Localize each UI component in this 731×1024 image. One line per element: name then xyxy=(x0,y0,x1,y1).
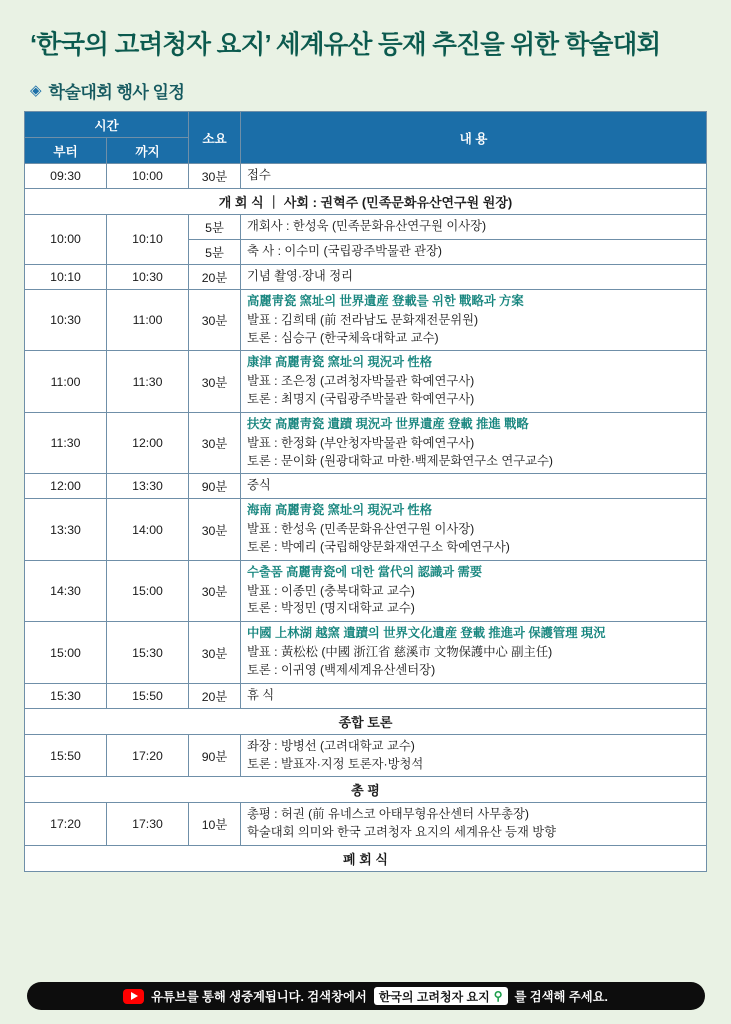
session-line: 중식 xyxy=(247,478,271,493)
cell-time-from: 11:00 xyxy=(25,351,107,412)
table-row xyxy=(25,708,707,734)
cell-time-from: 12:00 xyxy=(25,474,107,499)
livestream-text-before: 유튜브를 통해 생중계됩니다. 검색창에서 xyxy=(151,990,367,1004)
schedule-table xyxy=(24,111,707,872)
search-icon: ⚲ xyxy=(493,989,503,1003)
cell-time-to: 13:30 xyxy=(107,474,189,499)
table-row xyxy=(25,777,707,803)
table-row xyxy=(25,734,707,777)
cell-time-from: 15:30 xyxy=(25,683,107,708)
cell-time-to: 10:00 xyxy=(107,163,189,188)
table-row xyxy=(25,188,707,214)
cell-time-from: 10:30 xyxy=(25,289,107,350)
table-row xyxy=(25,214,707,239)
cell-time-from: 14:30 xyxy=(25,560,107,621)
table-row xyxy=(25,499,707,560)
session-line: 발표 : 黃松松 (中國 浙江省 慈溪市 文物保護中心 副主任) xyxy=(247,645,553,660)
cell-time-to: 17:20 xyxy=(107,734,189,777)
cell-time-from: 15:00 xyxy=(25,622,107,683)
table-row xyxy=(25,803,707,846)
cell-duration: 30분 xyxy=(189,289,241,350)
cell-time-to: 17:30 xyxy=(107,803,189,846)
cell-time-to: 11:00 xyxy=(107,289,189,350)
section-row-label: 총 평 xyxy=(25,777,707,803)
table-row xyxy=(25,412,707,473)
search-keyword: 한국의 고려청자 요지 xyxy=(378,989,490,1004)
cell-duration: 30분 xyxy=(189,560,241,621)
section-row-label: 폐 회 식 xyxy=(25,846,707,872)
column-header-from: 부터 xyxy=(25,137,107,163)
cell-content xyxy=(241,412,707,473)
cell-content xyxy=(241,264,707,289)
table-row xyxy=(25,351,707,412)
cell-duration: 30분 xyxy=(189,412,241,473)
cell-content xyxy=(241,239,707,264)
cell-duration: 5분 xyxy=(189,239,241,264)
cell-content xyxy=(241,289,707,350)
livestream-text-after: 를 검색해 주세요. xyxy=(514,990,608,1004)
session-topic: 中國 上林湖 越窯 遺蹟의 世界文化遺産 登載 推進과 保護管理 現況 xyxy=(247,626,606,641)
cell-duration: 30분 xyxy=(189,163,241,188)
session-topic: 康津 高麗靑瓷 窯址의 現況과 性格 xyxy=(247,355,432,370)
cell-time-from: 13:30 xyxy=(25,499,107,560)
cell-time-from: 15:50 xyxy=(25,734,107,777)
session-line: 토론 : 발표자·지정 토론자·방청석 xyxy=(247,756,424,771)
table-row xyxy=(25,474,707,499)
cell-duration: 30분 xyxy=(189,351,241,412)
session-line: 접수 xyxy=(247,167,271,182)
table-row xyxy=(25,622,707,683)
session-line: 개회사 : 한성욱 (민족문화유산연구원 이사장) xyxy=(247,218,487,233)
cell-content xyxy=(241,734,707,777)
column-header-duration: 소요 xyxy=(189,111,241,163)
table-row xyxy=(25,163,707,188)
table-row xyxy=(25,289,707,350)
session-topic: 수출품 高麗靑瓷에 대한 當代의 認識과 需要 xyxy=(247,564,483,579)
session-line: 발표 : 김희태 (前 전라남도 문화재전문위원) xyxy=(247,312,479,327)
cell-time-from: 11:30 xyxy=(25,412,107,473)
table-row xyxy=(25,560,707,621)
session-line: 총평 : 허권 (前 유네스코 아태무형유산센터 사무총장) xyxy=(247,807,529,822)
cell-time-to: 15:50 xyxy=(107,683,189,708)
cell-duration: 5분 xyxy=(189,214,241,239)
session-line: 토론 : 문이화 (원광대학교 마한·백제문화연구소 연구교수) xyxy=(247,453,553,468)
session-line: 발표 : 조은정 (고려청자박물관 학예연구사) xyxy=(247,374,475,389)
table-row xyxy=(25,846,707,872)
session-line: 발표 : 한정화 (부안청자박물관 학예연구사) xyxy=(247,435,475,450)
cell-time-from: 10:00 xyxy=(25,214,107,264)
cell-content xyxy=(241,803,707,846)
column-header-time: 시간 xyxy=(25,111,189,137)
cell-time-to: 12:00 xyxy=(107,412,189,473)
session-line: 토론 : 박정민 (명지대학교 교수) xyxy=(247,601,415,616)
table-row xyxy=(25,683,707,708)
section-row-label: 개 회 식 ｜ 사회 : 권혁주 (민족문화유산연구원 원장) xyxy=(25,188,707,214)
session-topic: 扶安 高麗靑瓷 遺蹟 現況과 世界遺産 登載 推進 戰略 xyxy=(247,416,529,431)
cell-time-to: 11:30 xyxy=(107,351,189,412)
cell-time-from: 17:20 xyxy=(25,803,107,846)
diamond-icon: ◈ xyxy=(30,81,42,99)
cell-time-from: 09:30 xyxy=(25,163,107,188)
livestream-banner xyxy=(27,982,705,1010)
cell-time-to: 10:10 xyxy=(107,214,189,264)
column-header-to: 까지 xyxy=(107,137,189,163)
section-heading-label: 학술대회 행사 일정 xyxy=(48,82,185,102)
cell-time-to: 15:00 xyxy=(107,560,189,621)
cell-content xyxy=(241,683,707,708)
session-line: 학술대회 의미와 한국 고려청자 요지의 세계유산 등재 방향 xyxy=(247,825,557,840)
session-topic: 高麗靑瓷 窯址의 世界遺産 登載를 위한 戰略과 方案 xyxy=(247,293,524,308)
cell-duration: 30분 xyxy=(189,622,241,683)
cell-duration: 30분 xyxy=(189,499,241,560)
cell-content xyxy=(241,163,707,188)
table-body xyxy=(25,163,707,871)
cell-time-from: 10:10 xyxy=(25,264,107,289)
session-line: 토론 : 심승구 (한국체육대학교 교수) xyxy=(247,330,439,345)
section-heading xyxy=(24,68,707,111)
session-line: 좌장 : 방병선 (고려대학교 교수) xyxy=(247,738,415,753)
cell-duration: 20분 xyxy=(189,264,241,289)
cell-time-to: 14:00 xyxy=(107,499,189,560)
session-line: 축 사 : 이수미 (국립광주박물관 관장) xyxy=(247,243,442,258)
session-topic: 海南 高麗靑瓷 窯址의 現況과 性格 xyxy=(247,503,432,518)
table-header xyxy=(25,111,707,163)
table-row xyxy=(25,264,707,289)
cell-time-to: 15:30 xyxy=(107,622,189,683)
page-title: ‘한국의 고려청자 요지’ 세계유산 등재 추진을 위한 학술대회 xyxy=(30,31,661,59)
session-line: 토론 : 이귀영 (백제세계유산센터장) xyxy=(247,662,436,677)
youtube-icon xyxy=(123,989,144,1004)
cell-content xyxy=(241,622,707,683)
cell-time-to: 10:30 xyxy=(107,264,189,289)
search-keyword-pill xyxy=(374,987,508,1005)
cell-duration: 10분 xyxy=(189,803,241,846)
session-line: 발표 : 한성욱 (민족문화유산연구원 이사장) xyxy=(247,522,475,537)
cell-content xyxy=(241,474,707,499)
column-header-content: 내 용 xyxy=(241,111,707,163)
cell-content xyxy=(241,560,707,621)
session-line: 발표 : 이종민 (충북대학교 교수) xyxy=(247,583,415,598)
session-line: 기념 촬영·장내 정리 xyxy=(247,268,353,283)
cell-content xyxy=(241,351,707,412)
session-line: 토론 : 최명지 (국립광주박물관 학예연구사) xyxy=(247,392,475,407)
cell-duration: 90분 xyxy=(189,734,241,777)
cell-duration: 90분 xyxy=(189,474,241,499)
section-row-label: 종합 토론 xyxy=(25,708,707,734)
cell-content xyxy=(241,214,707,239)
session-line: 휴 식 xyxy=(247,687,275,702)
session-line: 토론 : 박예리 (국립해양문화재연구소 학예연구사) xyxy=(247,539,510,554)
cell-duration: 20분 xyxy=(189,683,241,708)
cell-content xyxy=(241,499,707,560)
